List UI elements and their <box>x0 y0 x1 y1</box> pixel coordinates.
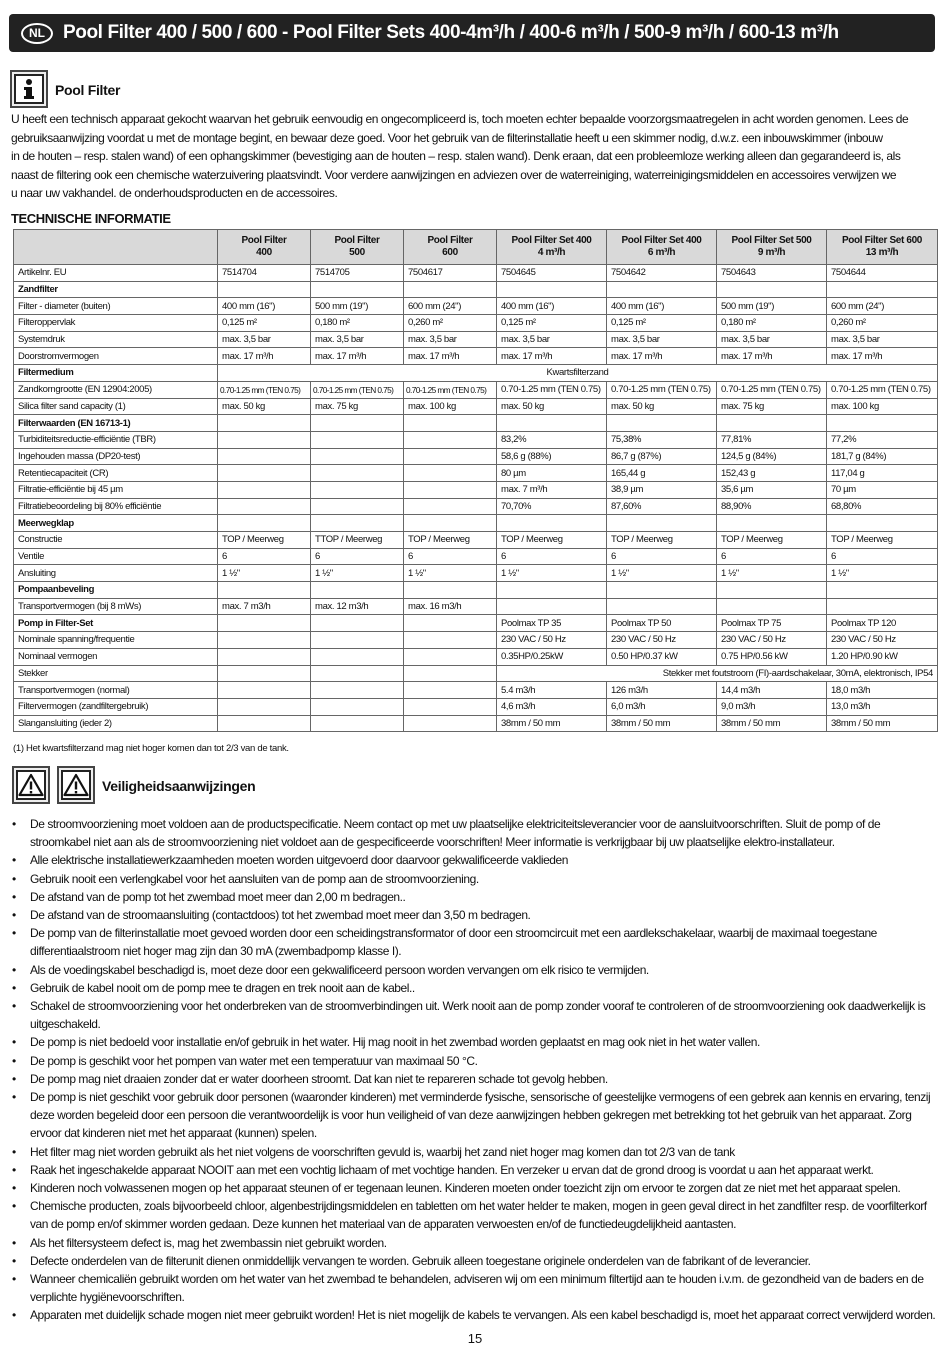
table-cell: max. 17 m³/h <box>311 348 404 365</box>
table-cell: 7504644 <box>827 265 938 282</box>
table-cell <box>218 281 311 298</box>
table-cell: 0,125 m² <box>218 315 311 332</box>
table-cell <box>311 481 404 498</box>
table-cell: max. 17 m³/h <box>497 348 607 365</box>
table-cell: Poolmax TP 35 <box>497 615 607 632</box>
table-cell <box>218 615 311 632</box>
table-cell: 6 <box>218 548 311 565</box>
row-label: Filtratie-efficiëntie bij 45 µm <box>14 481 218 498</box>
page-header <box>9 14 935 52</box>
row-label: Artikelnr. EU <box>14 265 218 282</box>
table-cell: max. 7 m3/h <box>218 598 311 615</box>
table-cell <box>607 281 717 298</box>
safety-item: • De pomp mag niet draaien zonder dat er water doorheen stroomt. Dat kan niet te repareren schade tot gevolg hebben. <box>12 1070 938 1088</box>
table-cell <box>404 665 497 682</box>
table-row <box>14 698 938 715</box>
column-header: Pool Filter Set 500 9 m³/h <box>717 230 827 265</box>
row-label: Zandfilter <box>14 281 218 298</box>
table-cell <box>311 615 404 632</box>
table-row <box>14 682 938 699</box>
table-cell <box>497 515 607 532</box>
table-cell: 1.20 HP/0.90 kW <box>827 648 938 665</box>
table-cell: 600 mm (24") <box>827 298 938 315</box>
intro-line: naast de filtering ook een chemische waterzuivering plaatsvindt. Voor verdere aanwijzingen en adviezen over de waterreiniging, waterreinigingsmiddelen en accessoires verwijzen we <box>11 167 897 182</box>
table-cell <box>404 465 497 482</box>
safety-item: • Wanneer chemicaliën gebruikt worden om het water van het zwembad te behandelen, adviseren wij om een minimum filtertijd aan te houden i.v.m. de gezondheid van de baders en de verplichte hygiënevoorschriften. <box>12 1270 938 1306</box>
table-row <box>14 365 938 382</box>
table-cell: 86,7 g (87%) <box>607 448 717 465</box>
table-cell <box>717 515 827 532</box>
table-cell: 230 VAC / 50 Hz <box>717 632 827 649</box>
table-cell <box>311 465 404 482</box>
table-cell: max. 17 m³/h <box>218 348 311 365</box>
row-label: Ansluiting <box>14 565 218 582</box>
table-cell <box>218 515 311 532</box>
row-label: Transportvermogen (bij 8 mWs) <box>14 598 218 615</box>
row-label: Pomp in Filter-Set <box>14 615 218 632</box>
table-cell <box>218 481 311 498</box>
table-cell: 0,260 m² <box>827 315 938 332</box>
table-cell <box>311 281 404 298</box>
table-cell: 9,0 m3/h <box>717 698 827 715</box>
table-cell <box>404 715 497 732</box>
table-cell <box>497 582 607 599</box>
table-cell <box>404 682 497 699</box>
table-row <box>14 348 938 365</box>
table-cell: 6 <box>497 548 607 565</box>
column-header: Pool Filter Set 400 6 m³/h <box>607 230 717 265</box>
info-icon <box>10 70 48 108</box>
table-row <box>14 298 938 315</box>
row-label: Filtratiebeoordeling bij 80% efficiëntie <box>14 498 218 515</box>
table-cell: max. 50 kg <box>607 398 717 415</box>
pool-filter-heading: Pool Filter <box>55 82 121 98</box>
table-row <box>14 481 938 498</box>
table-cell: 70,70% <box>497 498 607 515</box>
table-cell: 0.70-1.25 mm (TEN 0.75) <box>218 381 311 398</box>
safety-item: • De afstand van de pomp tot het zwembad moet meer dan 2,00 m bedragen.. <box>12 888 938 906</box>
table-cell: 38mm / 50 mm <box>497 715 607 732</box>
table-cell: 1 ½" <box>717 565 827 582</box>
table-cell <box>311 448 404 465</box>
table-cell: 38mm / 50 mm <box>827 715 938 732</box>
table-row <box>14 715 938 732</box>
row-label: Filtermedium <box>14 365 218 382</box>
column-header: Pool Filter 500 <box>311 230 404 265</box>
table-cell <box>717 582 827 599</box>
table-cell: max. 50 kg <box>497 398 607 415</box>
table-cell <box>218 698 311 715</box>
page-number: 15 <box>467 1331 483 1346</box>
safety-item: • De pomp van de filterinstallatie moet gevoed worden door een scheidingstransformator of door een stroomcircuit met een aardlekschakelaar, waarbij de maximaal toegestane differentiaalstroom niet hoger mag zijn dan 30 mA (zwembadpomp klasse I). <box>12 924 938 960</box>
table-cell: 400 mm (16") <box>497 298 607 315</box>
table-cell: 35,6 µm <box>717 481 827 498</box>
safety-item: • Het filter mag niet worden gebruikt als het niet volgens de voorschriften gevuld is, waarbij het zand niet hoger mag komen dan tot 2/3 van de tank <box>12 1143 938 1161</box>
table-cell: 7504645 <box>497 265 607 282</box>
row-label: Silica filter sand capacity (1) <box>14 398 218 415</box>
table-cell <box>218 415 311 432</box>
table-row <box>14 331 938 348</box>
table-row <box>14 598 938 615</box>
table-cell: max. 12 m3/h <box>311 598 404 615</box>
table-cell <box>218 632 311 649</box>
table-cell: 38mm / 50 mm <box>607 715 717 732</box>
table-cell: 4,6 m3/h <box>497 698 607 715</box>
column-header: Pool Filter Set 400 4 m³/h <box>497 230 607 265</box>
table-cell <box>827 415 938 432</box>
table-cell <box>607 515 717 532</box>
table-cell <box>607 582 717 599</box>
table-cell <box>404 281 497 298</box>
intro-line: U heeft een technisch apparaat gekocht waarvan het gebruik eenvoudig en ongecompliceerd is, toch moeten echter bepaalde voorzorgsmaatregelen in acht worden genomen. Lees de <box>11 112 909 126</box>
table-cell: 6 <box>827 548 938 565</box>
table-cell: 70 µm <box>827 481 938 498</box>
table-cell <box>827 281 938 298</box>
table-cell: 0,125 m² <box>497 315 607 332</box>
table-cell: 1 ½" <box>218 565 311 582</box>
table-cell: 0,125 m² <box>607 315 717 332</box>
table-cell: 6 <box>607 548 717 565</box>
table-cell <box>827 515 938 532</box>
table-cell: Poolmax TP 120 <box>827 615 938 632</box>
table-cell: max. 3,5 bar <box>218 331 311 348</box>
table-cell: 126 m3/h <box>607 682 717 699</box>
row-label: Ingehouden massa (DP20-test) <box>14 448 218 465</box>
table-cell <box>717 281 827 298</box>
safety-item: • De afstand van de stroomaansluiting (contactdoos) tot het zwembad moet meer dan 3,50 m bedragen. <box>12 906 938 924</box>
table-cell: 0.70-1.25 mm (TEN 0.75) <box>607 381 717 398</box>
tech-info-heading: TECHNISCHE INFORMATIE <box>11 211 171 226</box>
intro-line: gebruiksaanwijzing voordat u met de montage begint, en bewaar deze goed. Voor het gebruik van de filterinstallatie heeft u een skimmer nodig, d.w.z. een inbouwskimmer (inbouw <box>11 130 883 145</box>
table-cell: 6 <box>404 548 497 565</box>
row-label: Turbiditeitsreductie-efficiëntie (TBR) <box>14 431 218 448</box>
table-cell: TOP / Meerweg <box>717 532 827 549</box>
table-cell <box>404 415 497 432</box>
table-cell: 0.70-1.25 mm (TEN 0.75) <box>497 381 607 398</box>
table-cell: 0.70-1.25 mm (TEN 0.75) <box>717 381 827 398</box>
table-cell <box>218 715 311 732</box>
safety-item: • Schakel de stroomvoorziening voor het onderbreken van de stroomverbindingen uit. Werk nooit aan de pomp zonder vooraf te controleren of de stroomvoorziening ook daadwerkelijk is uitgeschakeld. <box>12 997 938 1033</box>
row-label: Stekker <box>14 665 218 682</box>
table-cell: 152,43 g <box>717 465 827 482</box>
table-cell: 500 mm (19") <box>311 298 404 315</box>
table-cell <box>497 598 607 615</box>
safety-item: • Raak het ingeschakelde apparaat NOOIT aan met een vochtig lichaam of met vochtige handen. En verzeker u ervan dat de grond droog is voordat u aan het apparaat werkt. <box>12 1161 938 1179</box>
table-cell <box>311 498 404 515</box>
table-cell: max. 3,5 bar <box>607 331 717 348</box>
table-cell: 38mm / 50 mm <box>717 715 827 732</box>
table-cell <box>607 415 717 432</box>
table-row <box>14 665 938 682</box>
safety-item: • De pomp is niet geschikt voor gebruik door personen (waaronder kinderen) met verminderde fysische, sensorische of geestelijke vermogens of een gebrek aan kennis en ervaring, tenzij deze worden begeleid door een persoon die verantwoordelijk is voor hun veiligheid of van deze aanwijzingen hebben gekregen met betrekking tot het gebruik van het apparaat. Zorg ervoor dat kinderen niet met het apparaat (kunnen) spelen. <box>12 1088 938 1143</box>
spec-header-row <box>14 230 938 265</box>
safety-item: • Als de voedingskabel beschadigd is, moet deze door een gekwalificeerd persoon worden vervangen om elk risico te vermijden. <box>12 961 938 979</box>
table-cell: max. 3,5 bar <box>311 331 404 348</box>
warning-icon <box>12 766 50 804</box>
intro-paragraph <box>11 110 936 203</box>
table-cell: 230 VAC / 50 Hz <box>607 632 717 649</box>
safety-item: • Apparaten met duidelijk schade mogen niet meer gebruikt worden! Het is niet mogelijk de kabels te vervangen. Als een kabel beschadigd is, moet het apparaat correct verwijderd worden. <box>12 1306 938 1324</box>
table-cell <box>311 682 404 699</box>
safety-item: • De pomp is niet bedoeld voor installatie en/of gebruik in het water. Hij mag nooit in het zwembad worden geplaatst en mag ook niet in het water vallen. <box>12 1033 938 1051</box>
table-cell: 165,44 g <box>607 465 717 482</box>
table-row <box>14 315 938 332</box>
table-cell: max. 16 m3/h <box>404 598 497 615</box>
table-cell: 600 mm (24") <box>404 298 497 315</box>
table-cell <box>218 431 311 448</box>
table-cell: 500 mm (19") <box>717 298 827 315</box>
table-cell: TTOP / Meerweg <box>311 532 404 549</box>
table-cell: 7514704 <box>218 265 311 282</box>
table-cell: max. 7 m³/h <box>497 481 607 498</box>
table-cell: 1 ½" <box>607 565 717 582</box>
table-cell: Stekker met foutstroom (FI)-aardschakelaar, 30mA, elektronisch, IP54 <box>497 665 938 682</box>
table-cell: 0,180 m² <box>717 315 827 332</box>
table-cell: 5.4 m3/h <box>497 682 607 699</box>
table-cell: 6 <box>311 548 404 565</box>
table-row <box>14 265 938 282</box>
table-cell: 7504617 <box>404 265 497 282</box>
table-cell: max. 17 m³/h <box>717 348 827 365</box>
table-row <box>14 582 938 599</box>
row-label: Slangansluiting (ieder 2) <box>14 715 218 732</box>
table-row <box>14 498 938 515</box>
row-label: Ventile <box>14 548 218 565</box>
table-cell <box>311 648 404 665</box>
table-cell: 77,81% <box>717 431 827 448</box>
row-label: Nominale spanning/frequentie <box>14 632 218 649</box>
row-label: Doorstromvermogen <box>14 348 218 365</box>
table-row <box>14 281 938 298</box>
row-label: Filter - diameter (buiten) <box>14 298 218 315</box>
row-label: Systemdruk <box>14 331 218 348</box>
table-cell: 6 <box>717 548 827 565</box>
row-label: Pompaanbeveling <box>14 582 218 599</box>
table-cell <box>404 498 497 515</box>
table-cell <box>497 281 607 298</box>
table-cell: 230 VAC / 50 Hz <box>497 632 607 649</box>
table-cell <box>218 498 311 515</box>
table-cell <box>311 582 404 599</box>
table-cell: 18,0 m3/h <box>827 682 938 699</box>
table-cell: 0.70-1.25 mm (TEN 0.75) <box>827 381 938 398</box>
table-cell: 1 ½" <box>404 565 497 582</box>
table-cell: max. 50 kg <box>218 398 311 415</box>
table-cell: TOP / Meerweg <box>404 532 497 549</box>
safety-item: • De pomp is geschikt voor het pompen van water met een temperatuur van maximaal 50 °C. <box>12 1052 938 1070</box>
table-row <box>14 415 938 432</box>
table-cell: 400 mm (16") <box>607 298 717 315</box>
column-header: Pool Filter Set 600 13 m³/h <box>827 230 938 265</box>
row-label: Filtervermogen (zandfiltergebruik) <box>14 698 218 715</box>
table-cell <box>311 515 404 532</box>
table-cell: 13,0 m3/h <box>827 698 938 715</box>
table-cell: 0.75 HP/0.56 kW <box>717 648 827 665</box>
table-row <box>14 448 938 465</box>
table-cell: 117,04 g <box>827 465 938 482</box>
table-row <box>14 431 938 448</box>
table-cell <box>404 615 497 632</box>
table-cell <box>404 648 497 665</box>
safety-item: • Kinderen noch volwassenen mogen op het apparaat steunen of er tegenaan leunen. Kinderen moeten onder toezicht zijn om ervoor te zorgen dat ze niet met het apparaat spelen. <box>12 1179 938 1197</box>
table-cell: 7504643 <box>717 265 827 282</box>
safety-item: • Gebruik nooit een verlengkabel voor het aansluiten van de pomp aan de stroomvoorziening. <box>12 870 938 888</box>
table-cell <box>607 598 717 615</box>
table-cell: max. 17 m³/h <box>827 348 938 365</box>
row-label: Filteroppervlak <box>14 315 218 332</box>
table-cell: TOP / Meerweg <box>218 532 311 549</box>
row-label: Nominaal vermogen <box>14 648 218 665</box>
table-row <box>14 532 938 549</box>
table-cell <box>717 415 827 432</box>
safety-item: • De stroomvoorziening moet voldoen aan de productspecificatie. Neem contact op met uw plaatselijke elektriciteitsleverancier voor de aansluitvoorschriften. Sluit de pomp of de stroomkabel niet aan als de stroomvoorziening niet voldoet aan de gespecificeerde voorschriften! Meer informatie is verkrijgbaar bij uw plaatselijke elektro-installateur. <box>12 815 938 851</box>
table-cell: 75,38% <box>607 431 717 448</box>
table-row <box>14 398 938 415</box>
table-cell <box>218 682 311 699</box>
safety-item: • Gebruik de kabel nooit om de pomp mee te dragen en trek nooit aan de kabel.. <box>12 979 938 997</box>
table-cell <box>311 715 404 732</box>
table-cell: Poolmax TP 50 <box>607 615 717 632</box>
table-cell: 124,5 g (84%) <box>717 448 827 465</box>
table-cell <box>311 632 404 649</box>
table-cell: 0,180 m² <box>311 315 404 332</box>
table-cell: 80 µm <box>497 465 607 482</box>
table-cell: 1 ½" <box>827 565 938 582</box>
table-cell: 1 ½" <box>497 565 607 582</box>
table-row <box>14 548 938 565</box>
table-cell <box>311 698 404 715</box>
table-cell: TOP / Meerweg <box>827 532 938 549</box>
row-label: Constructie <box>14 532 218 549</box>
table-cell: max. 75 kg <box>717 398 827 415</box>
table-cell: 0.35HP/0.25kW <box>497 648 607 665</box>
table-cell: Kwartsfilterzand <box>218 365 938 382</box>
table-cell <box>404 632 497 649</box>
safety-list <box>12 815 938 1325</box>
table-cell: 77,2% <box>827 431 938 448</box>
table-cell: 7514705 <box>311 265 404 282</box>
table-cell: max. 17 m³/h <box>404 348 497 365</box>
row-label: Meerwegklap <box>14 515 218 532</box>
table-cell: max. 75 kg <box>311 398 404 415</box>
table-cell: 58,6 g (88%) <box>497 448 607 465</box>
safety-item: • Als het filtersysteem defect is, mag het zwembassin niet gebruikt worden. <box>12 1234 938 1252</box>
page-title: Pool Filter 400 / 500 / 600 - Pool Filter Sets 400-4m³/h / 400-6 m³/h / 500-9 m³/h / 600-13 m³/h <box>63 22 839 43</box>
table-cell <box>404 582 497 599</box>
table-cell: 83,2% <box>497 431 607 448</box>
table-cell: max. 100 kg <box>404 398 497 415</box>
table-cell <box>717 598 827 615</box>
table-cell <box>218 448 311 465</box>
table-row <box>14 615 938 632</box>
safety-item: • Defecte onderdelen van de filterunit dienen onmiddellijk vervangen te worden. Gebruik alleen toegestane originele onderdelen van de fabrikant of de leverancier. <box>12 1252 938 1270</box>
table-cell: max. 17 m³/h <box>607 348 717 365</box>
row-label: Transportvermogen (normal) <box>14 682 218 699</box>
table-cell <box>404 698 497 715</box>
table-cell: max. 3,5 bar <box>497 331 607 348</box>
row-label: Zandkorngrootte (EN 12904:2005) <box>14 381 218 398</box>
table-row <box>14 648 938 665</box>
safety-heading: Veiligheidsaanwijzingen <box>102 778 256 794</box>
table-cell: TOP / Meerweg <box>607 532 717 549</box>
table-cell: 230 VAC / 50 Hz <box>827 632 938 649</box>
table-row <box>14 515 938 532</box>
language-badge: NL <box>21 23 53 44</box>
header-blank-cell <box>14 230 218 265</box>
table-cell: max. 100 kg <box>827 398 938 415</box>
column-header: Pool Filter 400 <box>218 230 311 265</box>
table-cell: 7504642 <box>607 265 717 282</box>
intro-line: u naar uw vakhandel. de onderhoudsproducten en de accessoires. <box>11 186 338 200</box>
row-label: Filterwaarden (EN 16713-1) <box>14 415 218 432</box>
table-row <box>14 381 938 398</box>
table-row <box>14 632 938 649</box>
row-label: Retentiecapaciteit (CR) <box>14 465 218 482</box>
warning-icon <box>57 766 95 804</box>
intro-line: in de houten – resp. stalen wand) of een ophangskimmer (bevestiging aan de houten – resp. stalen wand). Denk eraan, dat een probleemloze werking alleen dan gegarandeerd is, als <box>11 149 901 163</box>
table-cell: Poolmax TP 75 <box>717 615 827 632</box>
spec-table <box>13 229 938 732</box>
table-cell: 0.70-1.25 mm (TEN 0.75) <box>404 381 497 398</box>
table-cell: 1 ½" <box>311 565 404 582</box>
table-cell: max. 3,5 bar <box>717 331 827 348</box>
table-cell <box>827 582 938 599</box>
table-cell <box>311 665 404 682</box>
table-cell <box>311 431 404 448</box>
table-cell: 38,9 µm <box>607 481 717 498</box>
table-cell <box>218 582 311 599</box>
table-cell: 68,80% <box>827 498 938 515</box>
safety-item: • Alle elektrische installatiewerkzaamheden moeten worden uitgevoerd door daarvoor gekwalificeerde vaklieden <box>12 851 938 869</box>
table-cell <box>404 431 497 448</box>
table-cell: 0.70-1.25 mm (TEN 0.75) <box>311 381 404 398</box>
table-cell: TOP / Meerweg <box>497 532 607 549</box>
table-cell <box>827 598 938 615</box>
table-cell <box>218 665 311 682</box>
safety-item: • Chemische producten, zoals bijvoorbeeld chloor, algenbestrijdingsmiddelen en tabletten om het water helder te maken, mogen in geen geval direct in het zandfilter resp. de voorfilterkorf van de pomp en/of skimmer worden gedaan. Deze kunnen het materiaal van de apparaten verwoesten en/of de functiedeugdelijkheid aantasten. <box>12 1197 938 1233</box>
table-cell <box>218 648 311 665</box>
table-cell: max. 3,5 bar <box>404 331 497 348</box>
table-cell: 181,7 g (84%) <box>827 448 938 465</box>
table-cell <box>404 448 497 465</box>
table-cell: 0,260 m² <box>404 315 497 332</box>
table-cell: 87,60% <box>607 498 717 515</box>
table-cell: 400 mm (16") <box>218 298 311 315</box>
table-cell: 0.50 HP/0.37 kW <box>607 648 717 665</box>
table-row <box>14 565 938 582</box>
table-cell: 6,0 m3/h <box>607 698 717 715</box>
table-cell <box>497 415 607 432</box>
table-cell <box>404 515 497 532</box>
table-cell <box>218 465 311 482</box>
table-cell: max. 3,5 bar <box>827 331 938 348</box>
table-cell <box>404 481 497 498</box>
column-header: Pool Filter 600 <box>404 230 497 265</box>
table-row <box>14 465 938 482</box>
table-cell: 14,4 m3/h <box>717 682 827 699</box>
table-cell: 88,90% <box>717 498 827 515</box>
table-footnote: (1) Het kwartsfilterzand mag niet hoger komen dan tot 2/3 van de tank. <box>13 743 289 754</box>
table-cell <box>311 415 404 432</box>
